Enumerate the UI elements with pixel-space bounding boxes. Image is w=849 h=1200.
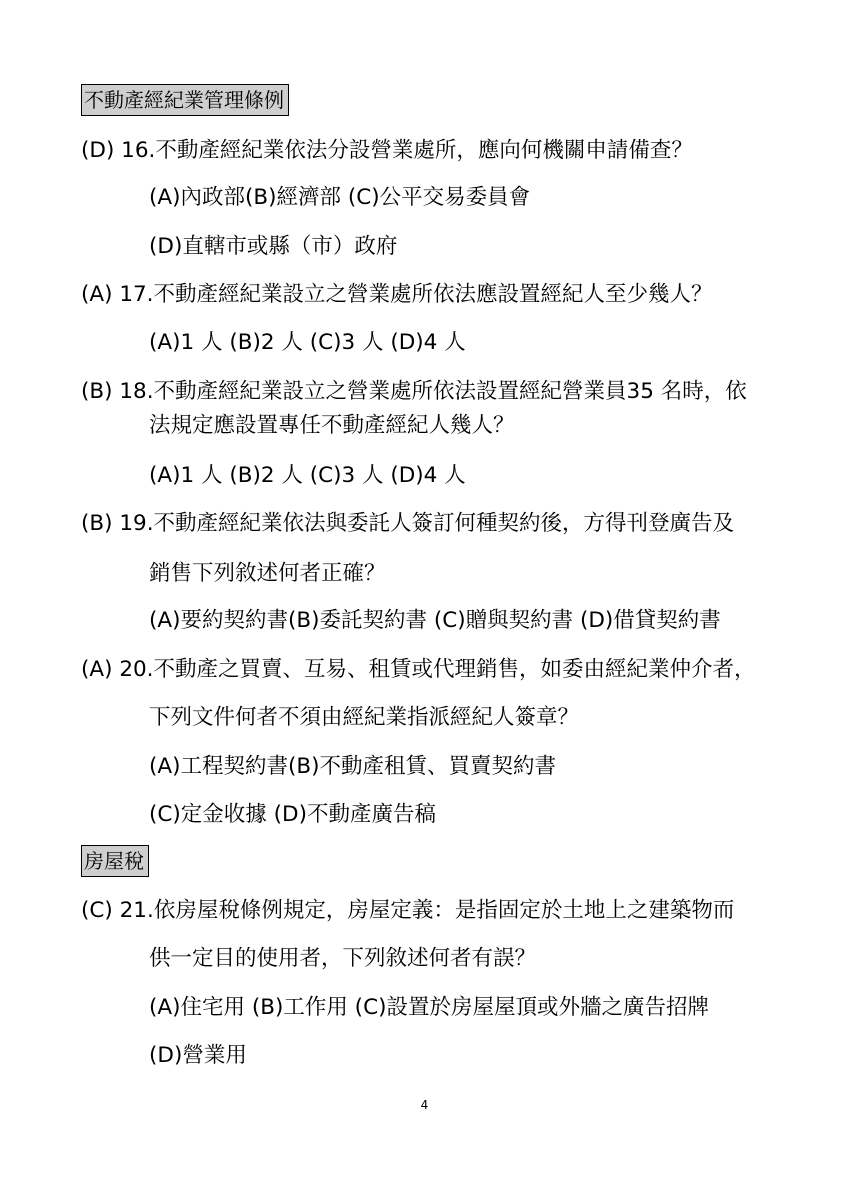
question-20: (A) 20.不動產之買賣、互易、租賃或代理銷售，如委由經紀業仲介者， — [81, 657, 756, 682]
question-21-line-2: 供一定目的使用者，下列敘述何者有誤？ — [149, 946, 537, 971]
question-19-options: (A)要約契約書(B)委託契約書 (C)贈與契約書 (D)借貸契約書 — [149, 608, 721, 633]
question-18: (B) 18.不動產經紀業設立之營業處所依法設置經紀營業員35 名時，依 — [81, 379, 747, 404]
question-20-line-2: 下列文件何者不須由經紀業指派經紀人簽章？ — [149, 705, 580, 730]
question-21: (C) 21.依房屋稅條例規定，房屋定義：是指固定於土地上之建築物而 — [81, 898, 735, 923]
section-heading-real-estate-brokerage-act: 不動產經紀業管理條例 — [81, 84, 289, 116]
question-17: (A) 17.不動產經紀業設立之營業處所依法應設置經紀人至少幾人？ — [81, 282, 713, 307]
question-21-options-line-2: (D)營業用 — [149, 1043, 247, 1068]
question-19: (B) 19.不動產經紀業依法與委託人簽訂何種契約後，方得刊登廣告及 — [81, 511, 735, 536]
question-16-options-line-2: (D)直轄市或縣（市）政府 — [149, 234, 398, 259]
question-17-options: (A)1 人 (B)2 人 (C)3 人 (D)4 人 — [149, 330, 466, 355]
question-20-options-line-2: (C)定金收據 (D)不動產廣告稿 — [149, 802, 436, 827]
question-18-options: (A)1 人 (B)2 人 (C)3 人 (D)4 人 — [149, 463, 466, 488]
question-18-line-2: 法規定應設置專任不動產經紀人幾人？ — [149, 413, 515, 438]
page-number: 4 — [420, 1098, 429, 1112]
section-heading-house-tax: 房屋稅 — [81, 845, 149, 877]
question-16: (D) 16.不動產經紀業依法分設營業處所，應向何機關申請備查？ — [81, 138, 693, 163]
question-19-line-2: 銷售下列敘述何者正確？ — [149, 561, 386, 586]
question-21-options-line-1: (A)住宅用 (B)工作用 (C)設置於房屋屋頂或外牆之廣告招牌 — [149, 995, 709, 1020]
question-16-options-line-1: (A)內政部(B)經濟部 (C)公平交易委員會 — [149, 185, 531, 210]
question-20-options-line-1: (A)工程契約書(B)不動產租賃、買賣契約書 — [149, 754, 557, 779]
